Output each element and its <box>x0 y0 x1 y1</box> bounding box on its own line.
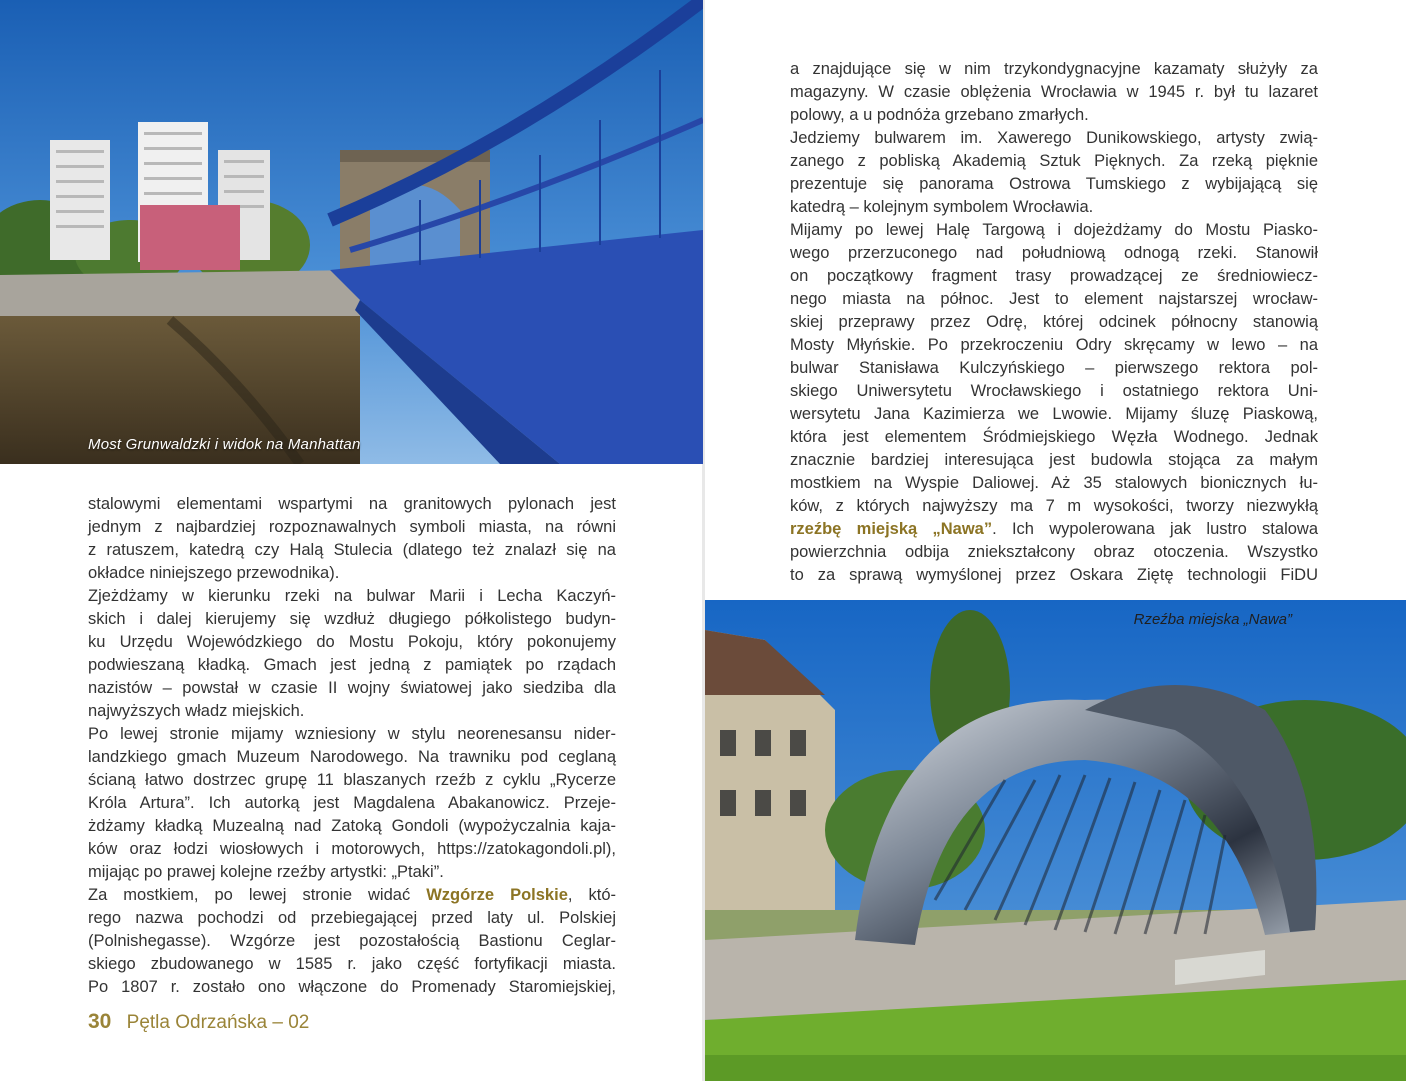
right-page <box>705 0 1406 1081</box>
highlight-rzezba-nawa: rzeźbę miejską „Nawa” <box>790 520 993 538</box>
text-line: żdżamy kładką Muzealną nad Zatoką Gondoli (wypożyczalnia kaja- <box>88 817 616 835</box>
text-line: a znajdujące się w nim trzykondygnacyjne kazamaty służyły za <box>790 60 1318 78</box>
text-line: landzkiego gmach Muzeum Narodowego. Na trawniku pod ceglaną <box>88 748 616 766</box>
bridge-photo <box>0 0 703 464</box>
text-line: katedrą – kolejnym symbolem Wrocławia. <box>790 198 1094 216</box>
text-line: skiego zbudowanego w 1585 r. jako część fortyfikacji miasta. <box>88 955 616 973</box>
text-line: znacznie bardziej interesująca jest budowla stojąca za małym <box>790 451 1318 469</box>
text-line: (Polnishegasse). Wzgórze jest pozostałością Bastionu Ceglar- <box>88 932 616 950</box>
text-line: nazistów – powstał w czasie II wojny światowej jako siedziba dla <box>88 679 616 697</box>
text-line: mostkiem na Wyspie Daliowej. Aż 35 stalowych bionicznych łu- <box>790 474 1318 492</box>
left-column-text <box>88 493 616 999</box>
text-line: skich i dalej kierujemy się wzdłuż długiego półkolistego budyn- <box>88 610 616 628</box>
text-line-with-highlight <box>88 884 616 907</box>
text-line: polowy, a u podnóża grzebano zmarłych. <box>790 106 1089 124</box>
bridge-photo-caption: Most Grunwaldzki i widok na Manhattan <box>88 436 361 453</box>
text-line: ków, z których najwyższy ma 7 m wysokości, tworzy niezwykłą <box>790 497 1318 515</box>
text-line: ku Urzędu Wojewódzkiego do Mostu Pokoju, który pokonujemy <box>88 633 616 651</box>
text-line: Jedziemy bulwarem im. Xawerego Dunikowskiego, artysty zwią- <box>790 129 1318 147</box>
text-line: stalowymi elementami wspartymi na granitowych pylonach jest <box>88 495 616 513</box>
text-line: ków oraz łodzi wiosłowych i motorowych, https://zatokagondoli.pl), <box>88 840 616 858</box>
text-line: rego nazwa pochodzi od przebiegającej przed laty ul. Polskiej <box>88 909 616 927</box>
text-line: skiego Uniwersytetu Wrocławskiego i ostatniego rektora Uni- <box>790 382 1318 400</box>
page-number: 30 <box>88 1010 112 1033</box>
text-fragment: . Ich wypolerowana jak lustro stalowa <box>992 520 1318 538</box>
text-line: wersytetu Jana Kazimierza we Lwowie. Mijamy śluzę Piaskową, <box>790 405 1318 423</box>
text-line: ścianą łatwo dostrzec grupę 11 blaszanych rzeźb z cyklu „Rycerze <box>88 771 616 789</box>
text-line: nego miasta na północ. Jest to element najstarszej wrocław- <box>790 290 1318 308</box>
text-line: to za sprawą wymyślonej przez Oskara Ziętę technologii FiDU <box>790 566 1318 584</box>
text-line: Zjeżdżamy w kierunku rzeki na bulwar Marii i Lecha Kaczyń- <box>88 587 616 605</box>
page-footer <box>88 1010 309 1034</box>
text-line: Po lewej stronie mijamy wzniesiony w stylu neorenesansu nider- <box>88 725 616 743</box>
text-line: bulwar Stanisława Kulczyńskiego – pierwszego rektora pol- <box>790 359 1318 377</box>
text-line: najwyższych władz miejskich. <box>88 702 305 720</box>
text-line: Mosty Młyńskie. Po przekroczeniu Odry skręcamy w lewo – na <box>790 336 1318 354</box>
section-title: Pętla Odrzańska – 02 <box>126 1012 310 1033</box>
text-line: która jest elementem Śródmiejskiego Węzła Wodnego. Jednak <box>790 428 1318 446</box>
text-line: Po 1807 r. zostało ono włączone do Promenady Staromiejskiej, <box>88 978 616 996</box>
text-line: Mijamy po lewej Halę Targową i dojeżdżamy do Mostu Piasko- <box>790 221 1318 239</box>
text-line: jednym z najbardziej rozpoznawalnych symboli miasta, na równi <box>88 518 616 536</box>
text-line: Króla Artura”. Ich autorką jest Magdalena Abakanowicz. Przeje- <box>88 794 616 812</box>
text-line: on początkowy fragment trasy prowadzącej ze średniowiecz- <box>790 267 1318 285</box>
text-line: prezentuje się panorama Ostrowa Tumskiego z wybijającą się <box>790 175 1318 193</box>
text-line: mijając po prawej kolejne rzeźby artystki: „Ptaki”. <box>88 863 444 881</box>
nawa-sculpture-photo <box>705 600 1406 1081</box>
text-line: okładce niniejszego przewodnika). <box>88 564 340 582</box>
text-line: z ratuszem, katedrą czy Halą Stulecia (dlatego też znalazł się na <box>88 541 616 559</box>
text-line: powierzchnia odbija zniekształcony obraz otoczenia. Wszystko <box>790 543 1318 561</box>
text-line: magazyny. W czasie oblężenia Wrocławia w 1945 r. był tu lazaret <box>790 83 1318 101</box>
highlight-wzgorze-polskie: Wzgórze Polskie <box>426 886 568 904</box>
text-line: zanego z pobliską Akademią Sztuk Pięknych. Za rzeką pięknie <box>790 152 1318 170</box>
text-line: wego przerzuconego nad południową odnogą rzeki. Stanowił <box>790 244 1318 262</box>
text-line-with-highlight <box>790 518 1318 541</box>
text-line: podwieszaną kładką. Gmach jest jedną z pamiątek po rządach <box>88 656 616 674</box>
text-fragment: , któ- <box>567 886 616 904</box>
right-column-text <box>790 58 1318 587</box>
nawa-photo-caption: Rzeźba miejska „Nawa” <box>1133 611 1292 628</box>
text-line: skiej przeprawy przez Odrę, której odcinek północny stanowią <box>790 313 1318 331</box>
text-fragment: Za mostkiem, po lewej stronie widać <box>88 886 427 904</box>
